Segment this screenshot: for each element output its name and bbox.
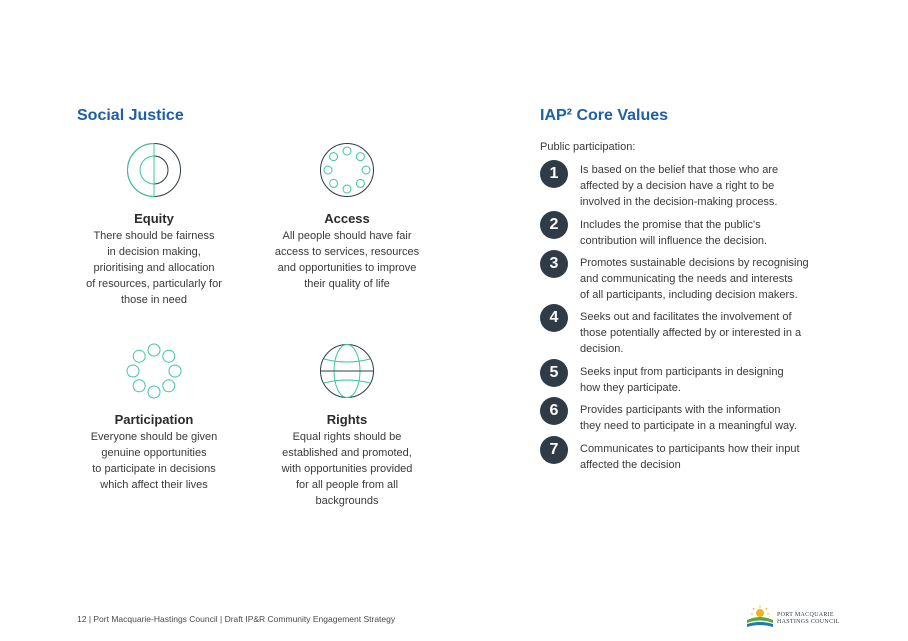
number-badge: 4 bbox=[540, 304, 568, 332]
number-badge: 2 bbox=[540, 211, 568, 239]
access-description: All people should have fair access to services, resources and opportunities to improve their quality of life bbox=[274, 230, 420, 290]
logo-emblem-icon bbox=[745, 605, 775, 629]
rights-title: Rights bbox=[326, 412, 368, 427]
logo-line-1: PORT MACQUARIE bbox=[777, 612, 834, 618]
social-justice-heading: Social Justice bbox=[77, 107, 184, 124]
iap2-heading: IAP² Core Values bbox=[540, 107, 669, 124]
access-icon bbox=[319, 142, 375, 198]
number-badge: 1 bbox=[540, 160, 568, 188]
number-badge: 3 bbox=[540, 250, 568, 278]
logo-line-2: HASTINGS COUNCIL bbox=[777, 619, 840, 625]
core-value-item: Seeks input from participants in designing how they participate. bbox=[580, 366, 784, 394]
core-value-item: Promotes sustainable decisions by recognising and communicating the needs and interests of all participants, including decision makers. bbox=[580, 257, 809, 301]
core-value-item: Includes the promise that the public's contribution will influence the decision. bbox=[580, 219, 768, 247]
equity-icon bbox=[126, 142, 182, 198]
public-participation-intro: Public participation: bbox=[540, 141, 636, 153]
participation-icon bbox=[126, 343, 182, 399]
page-footer: 12 | Port Macquarie-Hastings Council | Draft IP&R Community Engagement Strategy bbox=[77, 614, 396, 624]
equity-title: Equity bbox=[134, 211, 174, 226]
core-value-item: Is based on the belief that those who are affected by a decision have a right to be involved in the decision-making process. bbox=[580, 164, 779, 208]
number-badge: 6 bbox=[540, 397, 568, 425]
participation-title: Participation bbox=[114, 412, 194, 427]
number-badge: 5 bbox=[540, 359, 568, 387]
participation-description: Everyone should be given genuine opportunities to participate in decisions which affect their lives bbox=[90, 431, 218, 491]
core-value-item: Communicates to participants how their input affected the decision bbox=[580, 443, 800, 471]
number-badge: 7 bbox=[540, 436, 568, 464]
equity-description: There should be fairness in decision making, prioritising and allocation of resources, particularly for those in need bbox=[86, 230, 222, 306]
core-value-item: Seeks out and facilitates the involvement of those potentially affected by or interested in a decision. bbox=[580, 311, 802, 355]
council-logo bbox=[745, 605, 845, 629]
core-value-item: Provides participants with the information they need to participate in a meaningful way. bbox=[580, 404, 797, 432]
access-title: Access bbox=[324, 211, 370, 226]
rights-description: Equal rights should be established and promoted, with opportunities provided for all people from all backgrounds bbox=[281, 431, 413, 507]
rights-icon bbox=[319, 343, 375, 399]
